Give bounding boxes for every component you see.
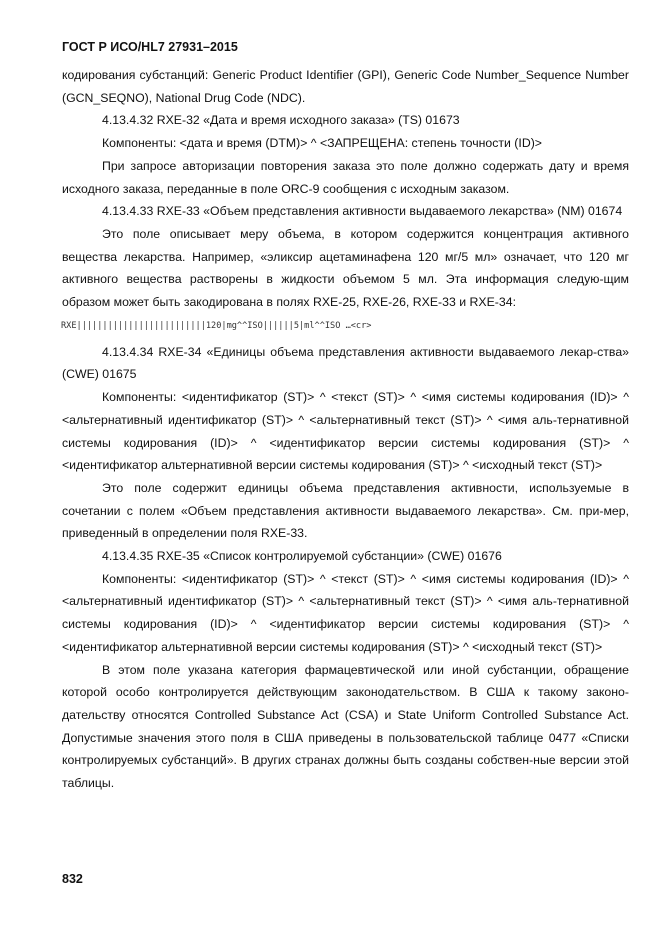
section-heading-rxe-35: 4.13.4.35 RXE-35 «Список контролируемой субстанции» (CWE) 01676 [102, 549, 502, 564]
section-heading-rxe-33: 4.13.4.33 RXE-33 «Объем представления активности выдаваемого лекарства» (NM) 01674 [102, 204, 623, 219]
section-heading-rxe-32: 4.13.4.32 RXE-32 «Дата и время исходного заказа» (TS) 01673 [102, 113, 460, 128]
paragraph: Это поле содержит единицы объема представления активности, используемые в сочетании с полем «Объем представления активности выдаваемого лекарства». См. при-мер, приведенный в определении поля RXE-33. [62, 480, 629, 541]
components-rxe-35: Компоненты: <идентификатор (ST)> ^ <текст (ST)> ^ <имя системы кодирования (ID)> ^ <альтернативный идентификатор (ST)> ^ <альтернативный текст (ST)> ^ <имя аль-тернативной системы кодирования (ID)> ^ <идентификатор версии системы кодирования (ST)> ^ <идентификатор альтернативной версии системы кодирования (ST)> ^ <исходный текст (ST)> [62, 571, 629, 654]
paragraph: В этом поле указана категория фармацевтической или иной субстанции, обращение которой особо контролируется действующим законодательством. В США к такому законо-дательству относятся Controlled Substance Act (CSA) и State Uniform Controlled Substance Act. Допустимые значения этого поля в США приведены в пользовательской таблице 0477 «Списки контролируемых субстанций». В других странах должны быть созданы собствен-ные версии этой таблицы. [62, 662, 629, 791]
components-rxe-34: Компоненты: <идентификатор (ST)> ^ <текст (ST)> ^ <имя системы кодирования (ID)> ^ <альтернативный идентификатор (ST)> ^ <альтернативный текст (ST)> ^ <имя аль-тернативной системы кодирования (ID)> ^ <идентификатор версии системы кодирования (ST)> ^ <идентификатор альтернативной версии системы кодирования (ST)> ^ <исходный текст (ST)> [62, 390, 629, 473]
paragraph: Это поле описывает меру объема, в котором содержится концентрация активного вещества лекарства. Например, «эликсир ацетаминафена 120 мг/5 мл» означает, что 120 мг активного вещества растворены в жидкости объемом 5 мл. Эта информация следую-щим образом может быть закодирована в полях RXE-25, RXE-26, RXE-33 и RXE-34: [62, 226, 629, 310]
code-example: RXE|||||||||||||||||||||||||120|mg^^ISO||||||5|ml^^ISO …<cr> [61, 320, 372, 331]
section-heading-rxe-34: 4.13.4.34 RXE-34 «Единицы объема представления активности выдаваемого лекар-ства» (CWE) 01675 [62, 344, 629, 382]
paragraph: кодирования субстанций: Generic Product Identifier (GPI), Generic Code Number_Sequence Number (GCN_SEQNO), National Drug Code (NDC). [62, 68, 629, 105]
components-rxe-32: Компоненты: <дата и время (DTM)> ^ <ЗАПРЕЩЕНА: степень точности (ID)> [102, 136, 542, 151]
page-number: 832 [62, 872, 83, 886]
document-header: ГОСТ Р ИСО/HL7 27931–2015 [62, 40, 238, 54]
document-page [62, 40, 629, 795]
paragraph: При запросе авторизации повторения заказа это поле должно содержать дату и время исходного заказа, переданные в поле ORC-9 сообщения с исходным заказом. [62, 158, 629, 196]
